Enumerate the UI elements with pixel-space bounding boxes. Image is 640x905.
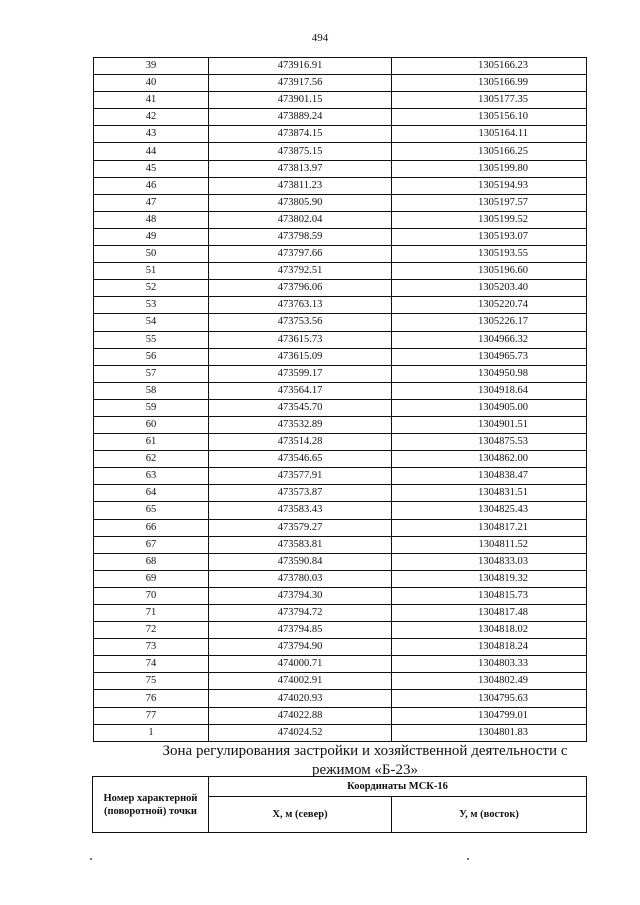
- x-coordinate-cell: 473794.85: [209, 622, 392, 639]
- y-coordinate-cell: 1305177.35: [392, 92, 587, 109]
- y-coordinate-cell: 1305203.40: [392, 280, 587, 297]
- x-north-header: X, м (север): [209, 797, 392, 833]
- table-row: [94, 434, 587, 451]
- y-coordinate-cell: 1304831.51: [392, 485, 587, 502]
- y-coordinate-cell: 1305166.25: [392, 143, 587, 160]
- table-row: [94, 519, 587, 536]
- y-coordinate-cell: 1305197.57: [392, 194, 587, 211]
- point-number-cell: 50: [94, 246, 209, 263]
- y-coordinate-cell: 1304966.32: [392, 331, 587, 348]
- point-number-cell: 39: [94, 58, 209, 75]
- y-coordinate-cell: 1304833.03: [392, 553, 587, 570]
- y-coordinate-cell: 1305193.55: [392, 246, 587, 263]
- y-coordinate-cell: 1304875.53: [392, 434, 587, 451]
- x-coordinate-cell: 474000.71: [209, 656, 392, 673]
- x-coordinate-cell: 473794.90: [209, 639, 392, 656]
- x-coordinate-cell: 473583.81: [209, 536, 392, 553]
- table-row: [94, 587, 587, 604]
- x-coordinate-cell: 473805.90: [209, 194, 392, 211]
- table-row: [94, 451, 587, 468]
- table-row: [94, 468, 587, 485]
- point-number-cell: 45: [94, 160, 209, 177]
- point-number-cell: 1: [94, 724, 209, 741]
- y-coordinate-cell: 1304825.43: [392, 502, 587, 519]
- x-coordinate-cell: 473875.15: [209, 143, 392, 160]
- point-number-cell: 58: [94, 382, 209, 399]
- point-number-cell: 51: [94, 263, 209, 280]
- table-row: [94, 605, 587, 622]
- y-coordinate-cell: 1304818.24: [392, 639, 587, 656]
- table-row: [94, 331, 587, 348]
- table-row: [94, 58, 587, 75]
- y-coordinate-cell: 1305226.17: [392, 314, 587, 331]
- coordinates-header: Координаты МСК-16: [209, 777, 587, 797]
- point-number-cell: 57: [94, 365, 209, 382]
- table-row: [94, 502, 587, 519]
- point-number-cell: 77: [94, 707, 209, 724]
- point-number-cell: 60: [94, 416, 209, 433]
- y-coordinate-cell: 1304795.63: [392, 690, 587, 707]
- x-coordinate-cell: 473579.27: [209, 519, 392, 536]
- table-row: [94, 211, 587, 228]
- y-coordinate-cell: 1304818.02: [392, 622, 587, 639]
- page-number: 494: [311, 32, 329, 44]
- x-coordinate-cell: 473796.06: [209, 280, 392, 297]
- x-coordinate-cell: 473794.30: [209, 587, 392, 604]
- y-coordinate-cell: 1305220.74: [392, 297, 587, 314]
- point-number-cell: 68: [94, 553, 209, 570]
- x-coordinate-cell: 473577.91: [209, 468, 392, 485]
- table-row: [94, 690, 587, 707]
- point-number-cell: 66: [94, 519, 209, 536]
- point-number-cell: 70: [94, 587, 209, 604]
- point-number-cell: 73: [94, 639, 209, 656]
- x-coordinate-cell: 474002.91: [209, 673, 392, 690]
- x-coordinate-cell: 473874.15: [209, 126, 392, 143]
- y-coordinate-cell: 1304918.64: [392, 382, 587, 399]
- table-row: [94, 314, 587, 331]
- x-coordinate-cell: 473514.28: [209, 434, 392, 451]
- y-coordinate-cell: 1305193.07: [392, 228, 587, 245]
- table-row: [94, 553, 587, 570]
- x-coordinate-cell: 474024.52: [209, 724, 392, 741]
- y-coordinate-cell: 1304950.98: [392, 365, 587, 382]
- table-row: [94, 177, 587, 194]
- scan-speck: [90, 858, 92, 860]
- point-number-cell: 63: [94, 468, 209, 485]
- y-coordinate-cell: 1304965.73: [392, 348, 587, 365]
- point-number-cell: 46: [94, 177, 209, 194]
- section-title: Зона регулирования застройки и хозяйственной деятельности с режимом «Б-23»: [162, 743, 568, 778]
- y-coordinate-cell: 1305166.23: [392, 58, 587, 75]
- y-coordinate-cell: 1304811.52: [392, 536, 587, 553]
- x-coordinate-cell: 473573.87: [209, 485, 392, 502]
- table-row: [94, 246, 587, 263]
- point-number-cell: 62: [94, 451, 209, 468]
- point-number-cell: 48: [94, 211, 209, 228]
- x-coordinate-cell: 473753.56: [209, 314, 392, 331]
- x-coordinate-cell: 473797.66: [209, 246, 392, 263]
- x-coordinate-cell: 473590.84: [209, 553, 392, 570]
- x-coordinate-cell: 473615.09: [209, 348, 392, 365]
- x-coordinate-cell: 474022.88: [209, 707, 392, 724]
- y-coordinate-cell: 1305166.99: [392, 75, 587, 92]
- point-number-cell: 61: [94, 434, 209, 451]
- x-coordinate-cell: 473546.65: [209, 451, 392, 468]
- point-number-cell: 65: [94, 502, 209, 519]
- y-coordinate-cell: 1304819.32: [392, 570, 587, 587]
- table-row: [94, 673, 587, 690]
- table-row: [94, 75, 587, 92]
- y-coordinate-cell: 1305164.11: [392, 126, 587, 143]
- x-coordinate-cell: 473798.59: [209, 228, 392, 245]
- table-row: [94, 724, 587, 741]
- y-east-header: У, м (восток): [392, 797, 587, 833]
- point-number-cell: 42: [94, 109, 209, 126]
- x-coordinate-cell: 473599.17: [209, 365, 392, 382]
- point-number-cell: 55: [94, 331, 209, 348]
- x-coordinate-cell: 473763.13: [209, 297, 392, 314]
- y-coordinate-cell: 1304802.49: [392, 673, 587, 690]
- point-number-cell: 54: [94, 314, 209, 331]
- y-coordinate-cell: 1304901.51: [392, 416, 587, 433]
- table-row: [94, 399, 587, 416]
- table-row: [94, 622, 587, 639]
- x-coordinate-cell: 473780.03: [209, 570, 392, 587]
- point-number-cell: 69: [94, 570, 209, 587]
- y-coordinate-cell: 1304817.21: [392, 519, 587, 536]
- point-number-cell: 76: [94, 690, 209, 707]
- table-row: [94, 143, 587, 160]
- x-coordinate-cell: 473917.56: [209, 75, 392, 92]
- table-row: [94, 126, 587, 143]
- y-coordinate-cell: 1304838.47: [392, 468, 587, 485]
- x-coordinate-cell: 473916.91: [209, 58, 392, 75]
- coordinates-table: [93, 57, 587, 742]
- point-number-cell: 40: [94, 75, 209, 92]
- table-row: [94, 228, 587, 245]
- y-coordinate-cell: 1304799.01: [392, 707, 587, 724]
- point-number-cell: 67: [94, 536, 209, 553]
- table-row: [94, 382, 587, 399]
- point-number-cell: 43: [94, 126, 209, 143]
- point-number-cell: 75: [94, 673, 209, 690]
- y-coordinate-cell: 1305156.10: [392, 109, 587, 126]
- table-row: [94, 263, 587, 280]
- table-row: [94, 109, 587, 126]
- point-number-cell: 52: [94, 280, 209, 297]
- y-coordinate-cell: 1305199.80: [392, 160, 587, 177]
- table-row: [94, 348, 587, 365]
- table-row: [94, 92, 587, 109]
- y-coordinate-cell: 1304803.33: [392, 656, 587, 673]
- x-coordinate-cell: 474020.93: [209, 690, 392, 707]
- x-coordinate-cell: 473564.17: [209, 382, 392, 399]
- point-number-cell: 56: [94, 348, 209, 365]
- table-row: [94, 416, 587, 433]
- y-coordinate-cell: 1305196.60: [392, 263, 587, 280]
- point-number-cell: 59: [94, 399, 209, 416]
- y-coordinate-cell: 1304815.73: [392, 587, 587, 604]
- point-number-cell: 44: [94, 143, 209, 160]
- x-coordinate-cell: 473545.70: [209, 399, 392, 416]
- x-coordinate-cell: 473532.89: [209, 416, 392, 433]
- point-number-cell: 64: [94, 485, 209, 502]
- table-row: [94, 280, 587, 297]
- y-coordinate-cell: 1305194.93: [392, 177, 587, 194]
- point-number-cell: 74: [94, 656, 209, 673]
- table-row: [94, 485, 587, 502]
- y-coordinate-cell: 1304801.83: [392, 724, 587, 741]
- y-coordinate-cell: 1304817.48: [392, 605, 587, 622]
- table-row: [94, 656, 587, 673]
- x-coordinate-cell: 473615.73: [209, 331, 392, 348]
- table-row: [94, 570, 587, 587]
- point-number-cell: 41: [94, 92, 209, 109]
- y-coordinate-cell: 1304905.00: [392, 399, 587, 416]
- point-number-cell: 47: [94, 194, 209, 211]
- table-row: [94, 707, 587, 724]
- point-number-header: Номер характерной (поворотной) точки: [93, 777, 209, 833]
- scan-speck: [467, 858, 469, 860]
- table-row: [94, 365, 587, 382]
- x-coordinate-cell: 473813.97: [209, 160, 392, 177]
- point-number-cell: 72: [94, 622, 209, 639]
- table-row: [94, 160, 587, 177]
- table-row: [94, 639, 587, 656]
- x-coordinate-cell: 473901.15: [209, 92, 392, 109]
- point-number-cell: 49: [94, 228, 209, 245]
- coordinates-header-table: [92, 776, 587, 833]
- y-coordinate-cell: 1304862.00: [392, 451, 587, 468]
- x-coordinate-cell: 473792.51: [209, 263, 392, 280]
- y-coordinate-cell: 1305199.52: [392, 211, 587, 228]
- x-coordinate-cell: 473889.24: [209, 109, 392, 126]
- table-row: [94, 194, 587, 211]
- x-coordinate-cell: 473794.72: [209, 605, 392, 622]
- x-coordinate-cell: 473583.43: [209, 502, 392, 519]
- x-coordinate-cell: 473811.23: [209, 177, 392, 194]
- table-row: [94, 536, 587, 553]
- point-number-cell: 53: [94, 297, 209, 314]
- table-row: [94, 297, 587, 314]
- x-coordinate-cell: 473802.04: [209, 211, 392, 228]
- point-number-cell: 71: [94, 605, 209, 622]
